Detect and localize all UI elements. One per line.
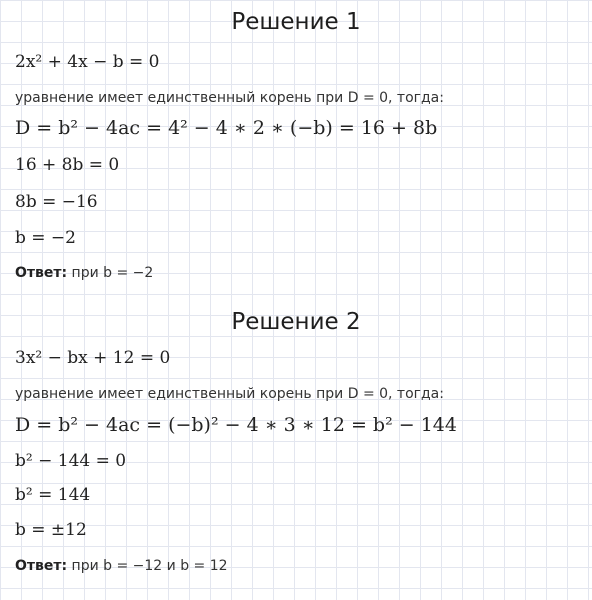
solution-1-equation: 2x² + 4x − b = 0 — [15, 52, 160, 72]
solution-1-step-2: 8b = −16 — [15, 192, 98, 212]
answer-label: Ответ: — [15, 558, 68, 574]
solution-1-answer — [15, 265, 153, 281]
solution-1-step-1: 16 + 8b = 0 — [15, 155, 120, 175]
solution-2-answer — [15, 558, 228, 574]
answer-label: Ответ: — [15, 265, 68, 281]
solution-1-discriminant: D = b² − 4ac = 4² − 4 ∗ 2 ∗ (−b) = 16 + 8b — [15, 117, 438, 139]
solution-1-step-3: b = −2 — [15, 228, 76, 248]
answer-value: при b = −12 и b = 12 — [67, 558, 228, 574]
solution-2-step-1: b² − 144 = 0 — [15, 451, 127, 471]
solution-2-step-3: b = ±12 — [15, 520, 87, 540]
answer-value: при b = −2 — [67, 265, 154, 281]
solution-2-step-2: b² = 144 — [15, 485, 91, 505]
solution-2-equation: 3x² − bx + 12 = 0 — [15, 348, 171, 368]
solution-1-condition: уравнение имеет единственный корень при D = 0, тогда: — [15, 90, 444, 106]
solution-2-condition: уравнение имеет единственный корень при D = 0, тогда: — [15, 386, 444, 402]
solution-2-title: Решение 2 — [231, 309, 361, 335]
solution-2-discriminant: D = b² − 4ac = (−b)² − 4 ∗ 3 ∗ 12 = b² − 144 — [15, 414, 457, 436]
solution-1-title: Решение 1 — [231, 9, 361, 35]
